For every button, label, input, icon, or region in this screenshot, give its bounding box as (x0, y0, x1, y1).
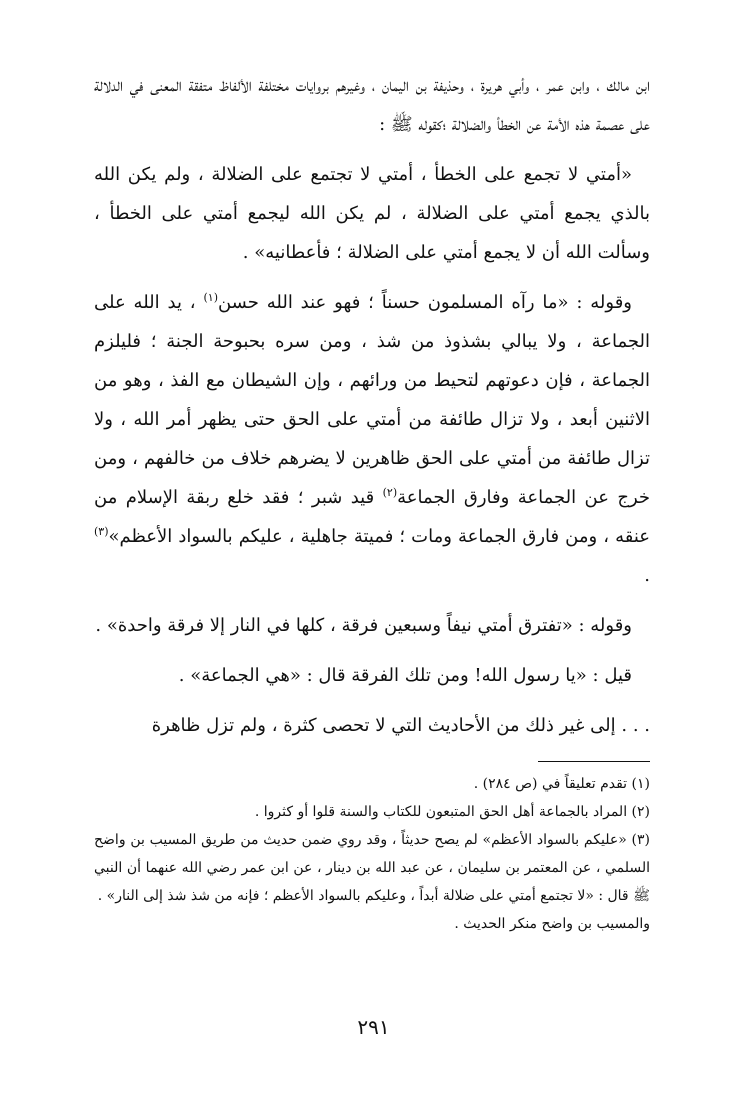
footnote-3-continuation: والمسيب بن واضح منكر الحديث . (454, 916, 650, 932)
paragraph-2-hadith: «أمتي لا تجمع على الخطأ ، أمتي لا تجتمع على الضلالة ، ولم يكن الله بالذي يجمع أمتي على الضلالة ، لم يكن الله ليجمع أمتي على الخطأ ، وسألت الله أن لا يجمع أمتي على الضلالة ؛ فأعطانيه» . (94, 164, 650, 263)
paragraph-3-part-2: ، يد الله على الجماعة ، ولا يبالي بشذوذ من شذ ، ومن سره بحبوحة الجنة ؛ فليلزم الجماعة ، فإن دعوتهم لتحيط من ورائهم ، وإن الشيطان مع الفذ ، وهو من الاثنين أبعد ، ولا تزال طائفة من أمتي على الحق حتى يظهر أمر الله ، ولا تزال طائفة من أمتي على الحق ظاهرين لا يضرهم خلاف من خالفهم ، ومن خرج عن الجماعة وفارق الجماعة (94, 292, 650, 508)
footnote-3: (٣) «عليكم بالسواد الأعظم» لم يصح حديثاً ، وقد روي ضمن حديث من طريق المسيب بن واضح السلمي ، عن المعتمر بن سليمان ، عن عبد الله بن دينار ، عن ابن عمر رضي الله عنهما أن النبي ﷺ قال : «لا تجتمع أمتي على ضلالة أبداً ، وعليكم بالسواد الأعظم ؛ فإنه من شذ شذ إلى النار» . (94, 832, 650, 904)
paragraph-6: . . . إلى غير ذلك من الأحاديث التي لا تحصى كثرة ، ولم تزل ظاهرة (151, 715, 650, 736)
footnote-ref-2[interactable]: (٢) (382, 486, 398, 499)
footnotes (94, 770, 650, 938)
paragraph-3 (94, 283, 650, 595)
footnote-ref-3[interactable]: (٣) (94, 525, 109, 538)
footnote-divider (538, 761, 650, 762)
footnote-ref-1[interactable]: (١) (203, 291, 218, 304)
paragraph-1: ابن مالك ، وابن عمر ، وأبي هريرة ، وحذيفة بن اليمان ، وغيرهم بروايات مختلفة الألفاظ متفقة المعنى في الدلالة على عصمة هذه الأمة عن الخطأ والضلالة ؛كقوله ﷺ : (94, 75, 650, 135)
paragraph-5: قيل : «يا رسول الله! ومن تلك الفرقة قال : «هي الجماعة» . (178, 665, 632, 686)
main-text (94, 66, 650, 756)
footnote-2: (٢) المراد بالجماعة أهل الحق المتبعون للكتاب والسنة قلوا أو كثروا . (254, 804, 650, 820)
paragraph-3-part-1: وقوله : «ما رآه المسلمون حسناً ؛ فهو عند الله حسن (217, 292, 632, 313)
paragraph-4: وقوله : «تفترق أمتي نيفاً وسبعين فرقة ، كلها في النار إلا فرقة واحدة» . (95, 615, 632, 636)
paragraph-3-part-4: . (644, 565, 650, 586)
paragraph-3-part-3: قيد شبر ؛ فقد خلع ربقة الإسلام من عنقه ، ومن فارق الجماعة ومات ؛ فميتة جاهلية ، عليكم بالسواد الأعظم» (94, 487, 650, 547)
page-number: ٢٩١ (357, 1015, 390, 1039)
footnote-1: (١) تقدم تعليقاً في (ص ٢٨٤) . (473, 776, 650, 792)
